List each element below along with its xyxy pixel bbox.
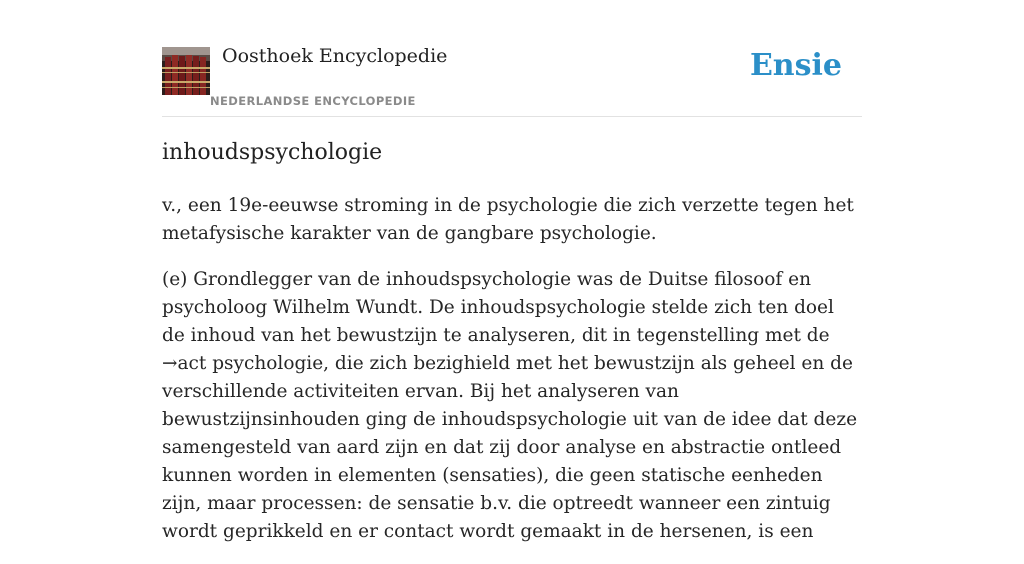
paragraph-text: , die zich bezighield met het bewustzijn als geheel en de verschillende activiteiten ervan. Bij het analyseren van bewustzijnsinhouden ging de inhoudspsychologie uit van de idee dat deze samengesteld van aard zijn en dat zij door analyse en abstractie ontleed kunnen worden in elementen (sensaties), die geen statische eenheden zijn, maar processen: de sensatie b.v. die optreedt wanneer een zintuig wordt geprikkeld en er contact wordt gemaakt in de hersenen, is een [162,353,858,542]
article-paragraph-2 [162,266,862,546]
site-title[interactable]: Oosthoek Encyclopedie [222,45,448,67]
act-psychologie-link[interactable]: →act psychologie [162,353,324,374]
article-title: inhoudspsychologie [162,140,383,165]
encyclopedia-books-icon [162,47,210,95]
paragraph-text: (e) Grondlegger van de inhoudspsychologie was de Duitse filosoof en psycholoog Wilhelm Wundt. De inhoudspsychologie stelde zich ten doel de inhoud van het bewustzijn te analyseren, dit in tegenstelling met de [162,269,834,346]
content-container [162,0,862,542]
site-header [162,0,862,117]
article-paragraph-1: v., een 19e-eeuwse stroming in de psychologie die zich verzette tegen het metafysische karakter van de gangbare psychologie. [162,195,854,244]
avatar[interactable] [162,47,210,95]
site-subtitle: NEDERLANDSE ENCYCLOPEDIE [210,94,416,108]
article-body [162,192,862,564]
brand-logo[interactable]: Ensie [749,48,842,83]
